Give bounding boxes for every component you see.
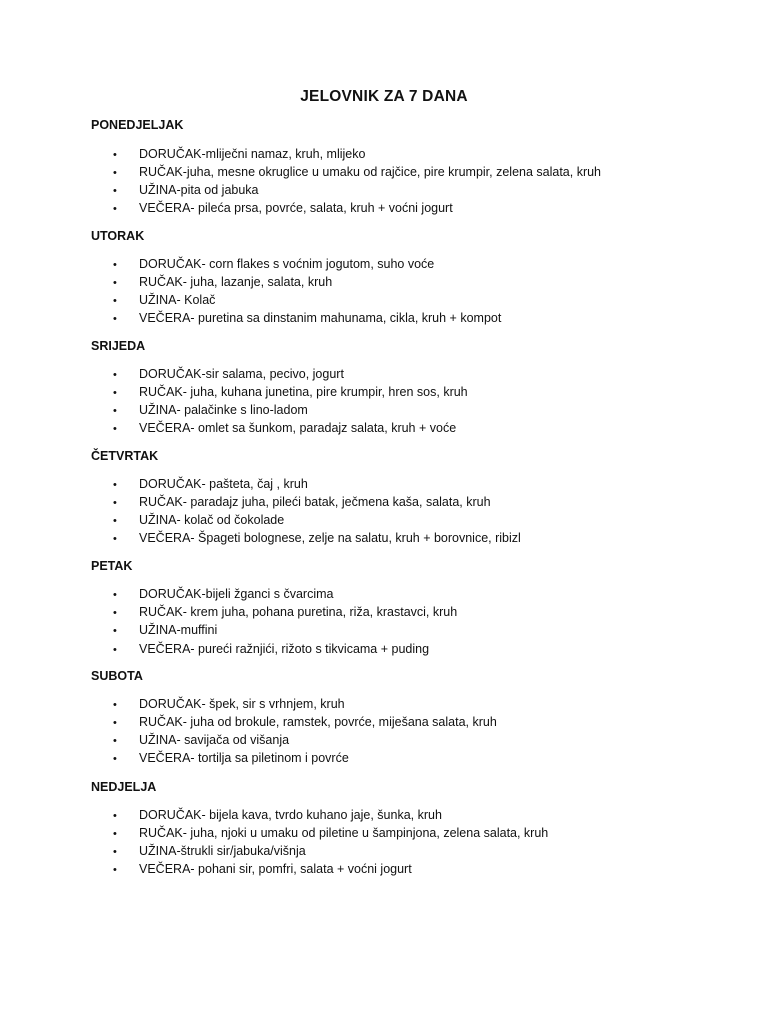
bullet-icon: • (113, 497, 117, 509)
bullet-icon: • (113, 313, 117, 325)
menu-item: • RUČAK- juha od brokule, ramstek, povrće, miješana salata, kruh (113, 715, 497, 729)
bullet-icon: • (113, 717, 117, 729)
menu-item: • RUČAK- paradajz juha, pileći batak, ječmena kaša, salata, kruh (113, 495, 491, 509)
menu-item: • RUČAK- juha, kuhana junetina, pire krumpir, hren sos, kruh (113, 385, 468, 399)
menu-item: • UŽINA- savijača od višanja (113, 733, 290, 747)
bullet-icon: • (113, 533, 117, 545)
menu-item: • DORUČAK- corn flakes s voćnim jogutom, suho voće (113, 257, 435, 271)
bullet-icon: • (113, 589, 117, 601)
menu-item: • VEČERA- puretina sa dinstanim mahunama, cikla, kruh + kompot (113, 311, 502, 325)
bullet-icon: • (113, 259, 117, 271)
day-heading-subota: SUBOTA (91, 669, 143, 683)
page-title: JELOVNIK ZA 7 DANA (300, 88, 468, 105)
bullet-icon: • (113, 864, 117, 876)
day-heading-nedjelja: NEDJELJA (91, 780, 157, 794)
bullet-icon: • (113, 295, 117, 307)
day-heading-ponedjeljak: PONEDJELJAK (91, 118, 184, 132)
bullet-icon: • (113, 185, 117, 197)
day-heading-utorak: UTORAK (91, 229, 145, 243)
menu-item: • DORUČAK-sir salama, pecivo, jogurt (113, 367, 344, 381)
bullet-icon: • (113, 625, 117, 637)
menu-item: • DORUČAK- bijela kava, tvrdo kuhano jaje, šunka, kruh (113, 808, 442, 822)
bullet-icon: • (113, 423, 117, 435)
menu-item: • DORUČAK- pašteta, čaj , kruh (113, 477, 308, 491)
menu-item: • VEČERA- pureći ražnjići, rižoto s tikvicama + puding (113, 642, 430, 656)
menu-item: • DORUČAK-bijeli žganci s čvarcima (113, 587, 334, 601)
bullet-icon: • (113, 167, 117, 179)
menu-item: • VEČERA- tortilja sa piletinom i povrće (113, 751, 349, 765)
day-heading-cetvrtak: ČETVRTAK (91, 449, 159, 463)
bullet-icon: • (113, 387, 117, 399)
menu-item: • DORUČAK-mliječni namaz, kruh, mlijeko (113, 147, 366, 161)
bullet-icon: • (113, 607, 117, 619)
bullet-icon: • (113, 479, 117, 491)
bullet-icon: • (113, 753, 117, 765)
menu-item: • DORUČAK- špek, sir s vrhnjem, kruh (113, 697, 345, 711)
menu-item: • UŽINA- Kolač (113, 293, 216, 307)
bullet-icon: • (113, 644, 117, 656)
bullet-icon: • (113, 405, 117, 417)
bullet-icon: • (113, 277, 117, 289)
menu-item: • VEČERA- Špageti bolognese, zelje na salatu, kruh + borovnice, ribizl (113, 531, 521, 545)
bullet-icon: • (113, 810, 117, 822)
menu-item: • UŽINA-štrukli sir/jabuka/višnja (113, 844, 306, 858)
menu-item: • UŽINA- palačinke s lino-ladom (113, 403, 308, 417)
bullet-icon: • (113, 828, 117, 840)
bullet-icon: • (113, 846, 117, 858)
bullet-icon: • (113, 699, 117, 711)
menu-item: • UŽINA- kolač od čokolade (113, 513, 285, 527)
day-heading-srijeda: SRIJEDA (91, 339, 146, 353)
bullet-icon: • (113, 735, 117, 747)
bullet-icon: • (113, 203, 117, 215)
day-heading-petak: PETAK (91, 559, 133, 573)
menu-item: • RUČAK- juha, njoki u umaku od piletine u šampinjona, zelena salata, kruh (113, 826, 549, 840)
menu-item: • VEČERA- pileća prsa, povrće, salata, kruh + voćni jogurt (113, 201, 453, 215)
menu-item: • VEČERA- pohani sir, pomfri, salata + voćni jogurt (113, 862, 412, 876)
bullet-icon: • (113, 149, 117, 161)
bullet-icon: • (113, 369, 117, 381)
menu-item: • RUČAK- krem juha, pohana puretina, riža, krastavci, kruh (113, 605, 458, 619)
menu-item: • UŽINA-muffini (113, 623, 218, 637)
bullet-icon: • (113, 515, 117, 527)
menu-item: • VEČERA- omlet sa šunkom, paradajz salata, kruh + voće (113, 421, 457, 435)
menu-item: • RUČAK- juha, lazanje, salata, kruh (113, 275, 333, 289)
menu-item: • UŽINA-pita od jabuka (113, 183, 259, 197)
menu-item: • RUČAK-juha, mesne okruglice u umaku od rajčice, pire krumpir, zelena salata, kruh (113, 165, 602, 179)
